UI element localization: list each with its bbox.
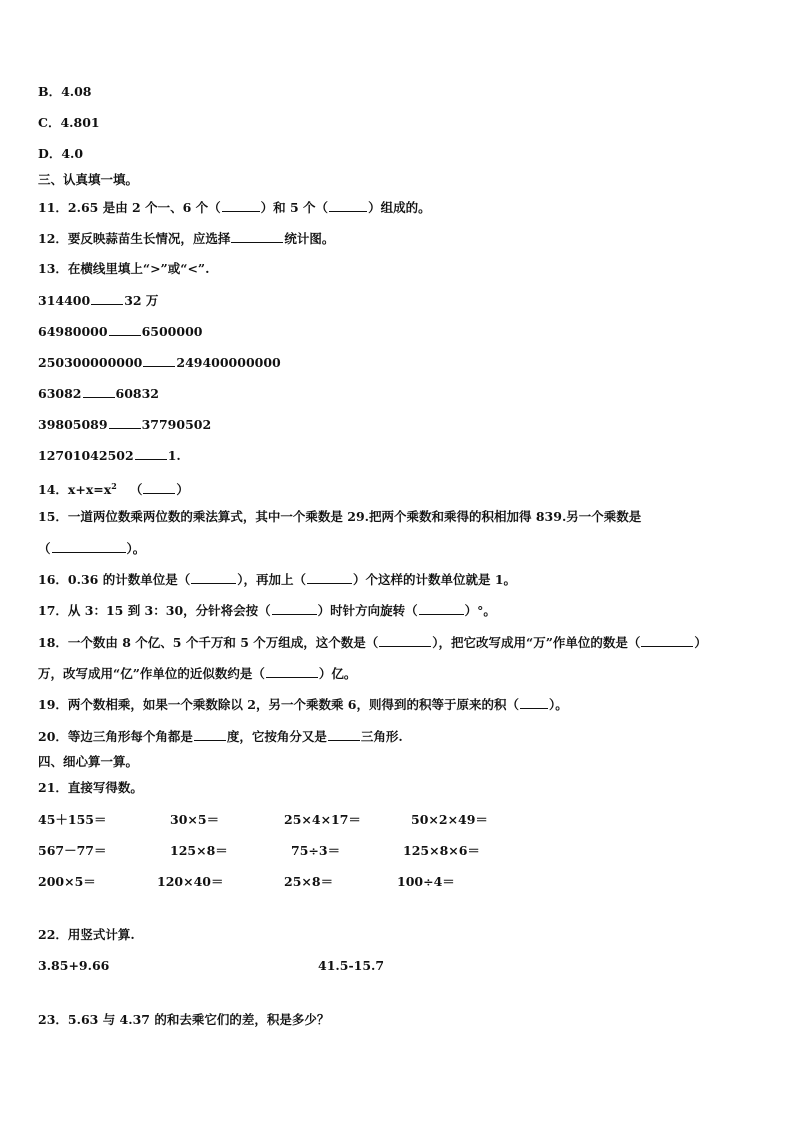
compare-row: 12701042502 1. <box>38 448 181 463</box>
question-23: 23．5.63 与 4.37 的和去乘它们的差，积是多少？ <box>38 1012 330 1027</box>
question-18: 18．一个数由 8 个亿、5 个千万和 5 个万组成，这个数是（ ），把它改写成用“万”作单位的数是（ ） <box>38 635 707 650</box>
calc-item: 120×40＝ <box>157 874 224 889</box>
answer-blank[interactable] <box>379 634 431 647</box>
compare-row: 63082 60832 <box>38 386 159 401</box>
compare-row: 314400 32 万 <box>38 293 159 308</box>
vertical-calc-right: 41.5-15.7 <box>318 958 385 973</box>
answer-blank[interactable] <box>109 416 141 429</box>
vertical-calc-left: 3.85+9.66 <box>38 958 110 973</box>
compare-row: 39805089 37790502 <box>38 417 212 432</box>
question-16: 16．0.36 的计数单位是（ ），再加上（ ）个这样的计数单位就是 1。 <box>38 572 517 587</box>
section-4-title: 四、细心算一算。 <box>38 754 139 769</box>
question-15-answer: （ ）。 <box>38 541 146 556</box>
answer-blank[interactable] <box>328 728 360 741</box>
question-15: 15．一道两位数乘两位数的乘法算式，其中一个乘数是 29.把两个乘数和乘得的积相加得 839.另一个乘数是 <box>38 509 642 524</box>
calc-item: 75÷3＝ <box>291 843 341 858</box>
answer-blank[interactable] <box>266 665 318 678</box>
calc-item: 30×5＝ <box>170 812 220 827</box>
answer-blank[interactable] <box>191 571 236 584</box>
answer-blank[interactable] <box>83 385 115 398</box>
answer-blank[interactable] <box>91 292 123 305</box>
section-3-title: 三、认真填一填。 <box>38 172 139 187</box>
answer-blank[interactable] <box>143 354 175 367</box>
calc-item: 567－77＝ <box>38 843 107 858</box>
calc-item: 25×4×17＝ <box>284 812 361 827</box>
answer-blank[interactable] <box>135 447 167 460</box>
answer-blank[interactable] <box>109 323 141 336</box>
answer-blank[interactable] <box>272 602 317 615</box>
answer-blank[interactable] <box>231 230 283 243</box>
answer-blank[interactable] <box>419 602 464 615</box>
question-19: 19．两个数相乘，如果一个乘数除以 2，另一个乘数乘 6，则得到的积等于原来的积（ ）。 <box>38 697 568 712</box>
question-12: 12．要反映蒜苗生长情况，应选择 统计图。 <box>38 231 335 246</box>
option-b: B．4.08 <box>38 84 92 99</box>
answer-blank[interactable] <box>329 199 367 212</box>
option-d: D．4.0 <box>38 146 84 161</box>
question-13-title: 13．在横线里填上“>”或“<”. <box>38 261 210 276</box>
calc-item: 50×2×49＝ <box>411 812 488 827</box>
calc-item: 125×8×6＝ <box>403 843 480 858</box>
calc-item: 45＋155＝ <box>38 812 107 827</box>
answer-blank[interactable] <box>222 199 260 212</box>
question-20: 20．等边三角形每个角都是 度，它按角分又是 三角形. <box>38 729 403 744</box>
question-11: 11．2.65 是由 2 个一、6 个（ ）和 5 个（ ）组成的。 <box>38 200 431 215</box>
compare-row: 250300000000 249400000000 <box>38 355 281 370</box>
calc-item: 100÷4＝ <box>397 874 455 889</box>
question-21-title: 21．直接写得数。 <box>38 780 143 795</box>
calc-item: 200×5＝ <box>38 874 96 889</box>
question-18-cont: 万，改写成用“亿”作单位的近似数约是（ ）亿。 <box>38 666 357 681</box>
calc-item: 25×8＝ <box>284 874 334 889</box>
question-22-title: 22．用竖式计算. <box>38 927 135 942</box>
answer-blank[interactable] <box>520 696 548 709</box>
question-14: 14．$x+x=x^2$ （ ） <box>38 481 189 498</box>
answer-blank[interactable] <box>52 540 126 553</box>
answer-blank[interactable] <box>143 481 175 494</box>
answer-blank[interactable] <box>641 634 693 647</box>
question-17: 17．从 3：15 到 3：30，分针将会按（ ）时针方向旋转（ ）°。 <box>38 603 496 618</box>
option-c: C．4.801 <box>38 115 100 130</box>
calc-item: 125×8＝ <box>170 843 228 858</box>
answer-blank[interactable] <box>307 571 352 584</box>
answer-blank[interactable] <box>194 728 226 741</box>
compare-row: 64980000 6500000 <box>38 324 203 339</box>
